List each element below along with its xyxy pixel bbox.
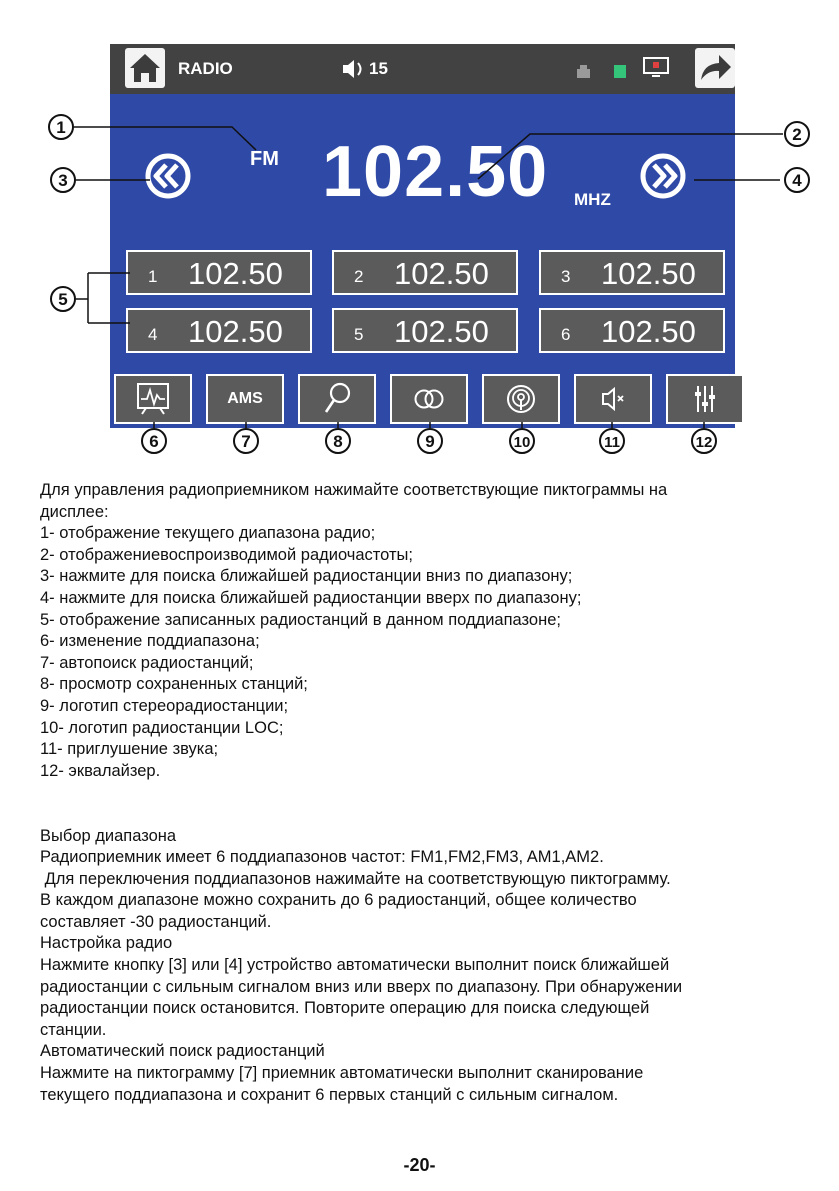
preset-frequency: 102.50 bbox=[394, 256, 489, 291]
frequency-unit: MHZ bbox=[574, 190, 611, 209]
preset-number: 4 bbox=[148, 325, 158, 344]
callout-lines bbox=[0, 0, 839, 470]
preset-frequency: 102.50 bbox=[188, 256, 283, 291]
legend-item: 12- эквалайзер. bbox=[40, 761, 161, 780]
intro-line: Для управления радиоприемником нажимайте соответствующие пиктограммы на bbox=[40, 481, 668, 499]
callout-7: 7 bbox=[241, 432, 251, 451]
legend-item: 7- автопоиск радиостанций; bbox=[40, 653, 254, 672]
paragraph-line: Нажмите кнопку [3] или [4] устройство автоматически выполнит поиск ближайшей bbox=[40, 956, 670, 975]
callout-9: 9 bbox=[425, 432, 435, 451]
instructions-text bbox=[40, 480, 830, 1106]
paragraph-line: радиостанции поиск остановится. Повторите операцию для поиска следующей bbox=[40, 999, 650, 1018]
frequency-display: 102.50 bbox=[322, 132, 549, 212]
app-title: RADIO bbox=[178, 59, 233, 78]
preset-frequency: 102.50 bbox=[188, 314, 283, 349]
legend-item: 2- отображениевоспроизводимой радиочастоты; bbox=[40, 545, 413, 564]
legend-item: 10- логотип радиостанции LOC; bbox=[40, 718, 284, 737]
paragraph-line: составляет -30 радиостанций. bbox=[40, 912, 272, 931]
paragraph-line: Нажмите на пиктограмму [7] приемник автоматически выполнит сканирование bbox=[40, 1064, 644, 1083]
callout-5: 5 bbox=[58, 290, 68, 309]
callout-12: 12 bbox=[695, 434, 713, 451]
callout-8: 8 bbox=[333, 432, 343, 451]
callout-3: 3 bbox=[58, 171, 68, 190]
legend-item: 6- изменение поддиапазона; bbox=[40, 632, 260, 651]
legend-item: 8- просмотр сохраненных станций; bbox=[40, 675, 308, 694]
callout-11: 11 bbox=[604, 434, 620, 451]
preset-number: 6 bbox=[561, 325, 571, 344]
callout-10: 10 bbox=[513, 434, 531, 451]
preset-frequency: 102.50 bbox=[601, 256, 696, 291]
paragraph-line: радиостанции с сильным сигналом вниз или вверх по диапазону. При обнаружении bbox=[40, 977, 683, 996]
preset-number: 5 bbox=[354, 325, 364, 344]
legend-item: 5- отображение записанных радиостанций в данном поддиапазоне; bbox=[40, 610, 561, 629]
preset-number: 3 bbox=[561, 267, 571, 286]
paragraph-line: станции. bbox=[40, 1020, 107, 1039]
legend-item: 4- нажмите для поиска ближайшей радиостанции вверх по диапазону; bbox=[40, 588, 582, 607]
legend-item: 1- отображение текущего диапазона радио; bbox=[40, 524, 376, 543]
paragraph-line: Радиоприемник имеет 6 поддиапазонов частот: FM1,FM2,FM3, AM1,AM2. bbox=[40, 848, 604, 867]
paragraph-line: текущего поддиапазона и сохранит 6 первых станций с сильным сигналом. bbox=[40, 1085, 619, 1104]
preset-frequency: 102.50 bbox=[601, 314, 696, 349]
volume-level: 15 bbox=[369, 59, 388, 78]
callout-1: 1 bbox=[56, 118, 66, 137]
callout-2: 2 bbox=[792, 125, 802, 144]
intro-line: дисплее: bbox=[40, 502, 109, 521]
preset-frequency: 102.50 bbox=[394, 314, 489, 349]
section-title: Настройка радио bbox=[40, 934, 173, 953]
section-title: Автоматический поиск радиостанций bbox=[40, 1042, 325, 1061]
band-label: FM bbox=[250, 148, 279, 170]
ams-label: AMS bbox=[227, 390, 263, 407]
callout-4: 4 bbox=[792, 171, 802, 190]
preset-number: 1 bbox=[148, 267, 158, 286]
preset-number: 2 bbox=[354, 267, 364, 286]
paragraph-line: В каждом диапазоне можно сохранить до 6 радиостанций, общее количество bbox=[40, 891, 637, 910]
legend-item: 3- нажмите для поиска ближайшей радиостанции вниз по диапазону; bbox=[40, 567, 573, 586]
section-title: Выбор диапазона bbox=[40, 826, 177, 845]
page-number: -20- bbox=[403, 1155, 436, 1175]
callout-6: 6 bbox=[149, 432, 159, 451]
legend-item: 9- логотип стереорадиостанции; bbox=[40, 696, 289, 715]
paragraph-line: Для переключения поддиапазонов нажимайте на соответствующую пиктограмму. bbox=[40, 869, 671, 888]
legend-item: 11- приглушение звука; bbox=[40, 740, 219, 759]
